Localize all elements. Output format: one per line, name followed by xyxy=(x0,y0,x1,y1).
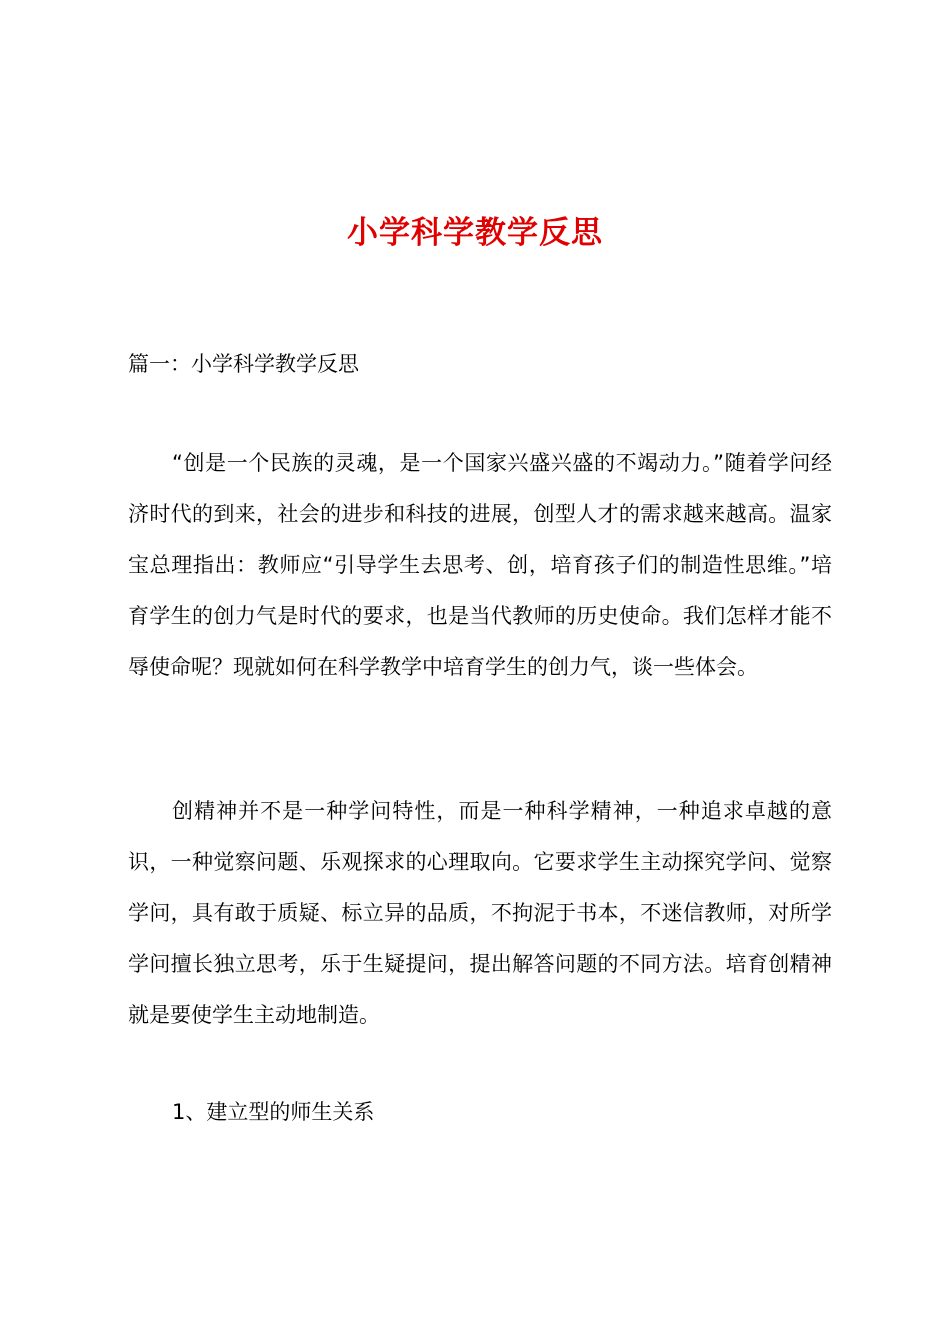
numbered-item-heading: 1、建立型的师生关系 xyxy=(172,1100,375,1124)
body-paragraph-1: “创是一个民族的灵魂，是一个国家兴盛兴盛的不竭动力。”随着学问经济时代的到来，社会的进步和科技的进展，创型人才的需求越来越高。温家宝总理指出：教师应“引导学生去思考、创，培育孩子们的制造性思维。”培育学生的创力气是时代的要求，也是当代教师的历史使命。我们怎样才能不辱使命呢？现就如何在科学教学中培育学生的创力气，谈一些体会。 xyxy=(128,451,832,679)
section-heading: 篇一：小学科学教学反思 xyxy=(128,352,359,376)
document-title: 小学科学教学反思 xyxy=(347,215,603,251)
body-paragraph-2: 创精神并不是一种学问特性，而是一种科学精神，一种追求卓越的意识，一种觉察问题、乐观探求的心理取向。它要求学生主动探究学问、觉察学问，具有敢于质疑、标立异的品质，不拘泥于书本，不迷信教师，对所学学问擅长独立思考，乐于生疑提问，提出解答问题的不同方法。培育创精神就是要使学生主动地制造。 xyxy=(128,799,832,1027)
